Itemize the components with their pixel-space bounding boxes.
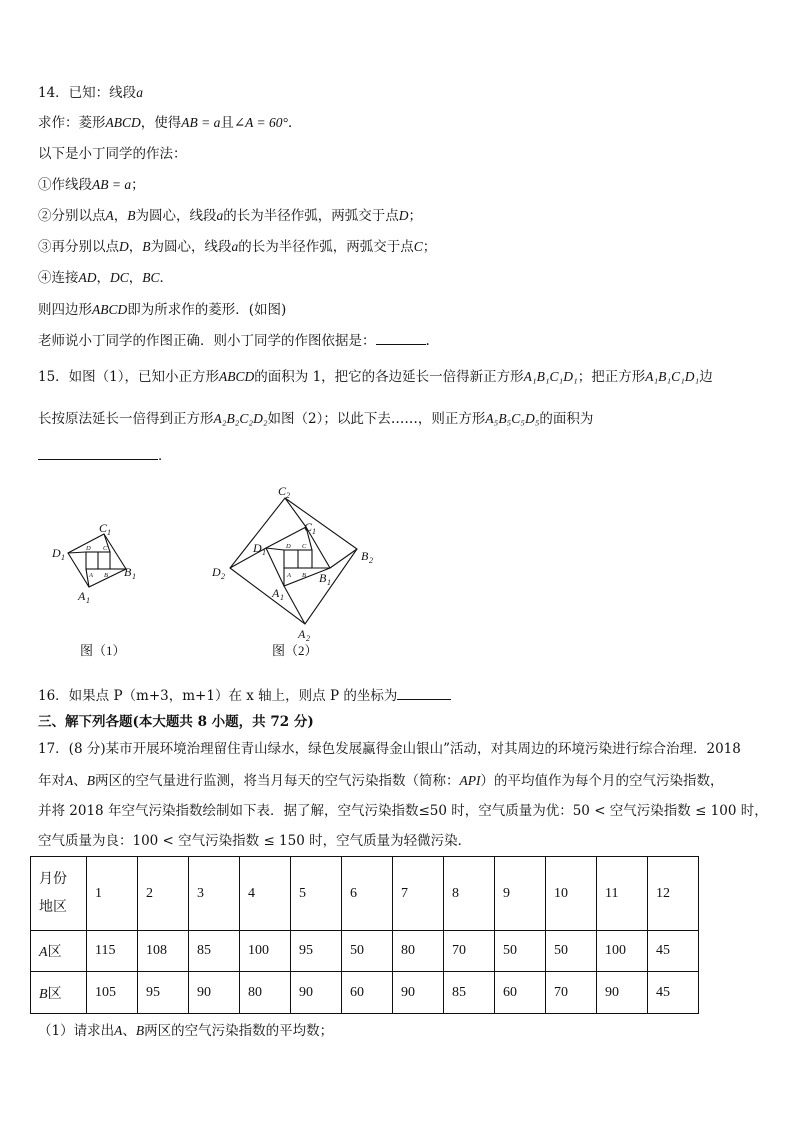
label-d-fig1: D <box>86 545 91 552</box>
value-cell: 85 <box>189 931 240 972</box>
label-c1-fig1: C <box>99 521 108 535</box>
label-b1-sub-fig1: 1 <box>132 572 136 581</box>
value-cell: 90 <box>393 972 444 1014</box>
month-cell: 4 <box>240 857 291 931</box>
figure-1-labels <box>51 521 136 605</box>
q16-line: 16．如果点 P（m+3，m+1）在 x 轴上，则点 P 的坐标为 <box>38 687 451 705</box>
q14-step-3: ③再分别以点D，B为圆心，线段a的长为半径作弧，两弧交于点C； <box>38 239 437 255</box>
label-c1-sub-fig2: 1 <box>312 527 316 536</box>
label-a1-fig2: A <box>272 586 280 600</box>
table-row-b <box>31 972 699 1014</box>
ext-c1-fig2 <box>285 498 306 527</box>
month-cell: 11 <box>597 857 648 931</box>
label-c1-fig2: C <box>304 520 313 534</box>
label-a1-fig1: A <box>78 589 86 603</box>
region-cell-b: B区 <box>31 972 87 1014</box>
value-cell: 95 <box>291 931 342 972</box>
value-cell: 60 <box>495 972 546 1014</box>
label-d1-fig2: D <box>253 541 262 555</box>
value-cell: 70 <box>444 931 495 972</box>
ext-a1-fig2 <box>284 586 305 624</box>
month-cell: 3 <box>189 857 240 931</box>
month-cell: 6 <box>342 857 393 931</box>
label-c1-sub-fig1: 1 <box>107 528 111 537</box>
label-a1-sub-fig1: 1 <box>86 596 90 605</box>
figure-2 <box>230 498 357 624</box>
q17-line-2: 年对A、B两区的空气量进行监测，将当月每天的空气污染指数（简称：API）的平均值作为每个月的空气污染指数， <box>38 773 724 789</box>
label-c2-sub-fig2: 2 <box>286 491 290 500</box>
value-cell: 80 <box>240 972 291 1014</box>
q14-line-3: 以下是小丁同学的作法： <box>38 146 187 162</box>
ext-d-fig2 <box>266 548 284 550</box>
label-b2-sub-fig2: 2 <box>369 556 373 565</box>
label-b-fig1: B <box>104 572 108 579</box>
value-cell: 100 <box>597 931 648 972</box>
label-a-fig1: A <box>89 572 93 579</box>
month-cell: 12 <box>648 857 699 931</box>
label-d2-sub-fig2: 2 <box>221 572 225 581</box>
value-cell: 85 <box>444 972 495 1014</box>
label-d1-fig1: D <box>52 546 61 560</box>
q14-step-1: ①作线段AB = a； <box>38 177 145 193</box>
q14-line-1: 14．已知：线段a <box>38 85 143 101</box>
value-cell: 108 <box>138 931 189 972</box>
value-cell: 105 <box>87 972 138 1014</box>
month-cell: 5 <box>291 857 342 931</box>
section-3-title: 三、解下列各题(本大题共 8 小题，共 72 分) <box>38 714 314 730</box>
region-cell-a: A区 <box>31 931 87 972</box>
value-cell: 50 <box>495 931 546 972</box>
month-cell: 10 <box>546 857 597 931</box>
value-cell: 80 <box>393 931 444 972</box>
label-a2-sub-fig2: 2 <box>306 634 310 643</box>
value-cell: 45 <box>648 972 699 1014</box>
square-a1b1c1d1-fig1 <box>68 534 126 587</box>
q17-sub-1: （1）请求出A、B两区的空气污染指数的平均数； <box>38 1023 334 1039</box>
label-a2-fig2: A <box>298 627 306 641</box>
value-cell: 90 <box>291 972 342 1014</box>
label-b-fig2: B <box>302 572 306 579</box>
q15-line-3: ． <box>38 447 172 465</box>
answer-blank-16 <box>397 687 451 700</box>
q15-line-1: 15．如图（1），已知小正方形ABCD的面积为 1，把它的各边延长一倍得新正方形A₁B₁C₁D₁；把正方形A₁B₁C₁D₁边 <box>38 369 713 385</box>
label-c2-fig2: C <box>278 484 287 498</box>
value-cell: 45 <box>648 931 699 972</box>
value-cell: 90 <box>189 972 240 1014</box>
label-a1-sub-fig2: 1 <box>280 593 284 602</box>
label-c-fig2: C <box>302 543 307 550</box>
figures-svg <box>0 480 794 665</box>
value-cell: 60 <box>342 972 393 1014</box>
value-cell: 115 <box>87 931 138 972</box>
label-a-fig2: A <box>287 572 291 579</box>
q17-line-4: 空气质量为良：100 < 空气污染指数 ≤ 150 时，空气质量为轻微污染． <box>38 833 472 849</box>
month-cell: 1 <box>87 857 138 931</box>
q14-line-2: 求作：菱形ABCD，使得AB = a且∠A = 60°． <box>38 115 302 131</box>
q14-step-2: ②分别以点A，B为圆心，线段a的长为半径作弧，两弧交于点D； <box>38 208 422 224</box>
square-a2b2c2d2-fig2 <box>230 498 357 624</box>
label-c-fig1: C <box>103 545 108 552</box>
table-row-a <box>31 931 699 972</box>
q14-step-4: ④连接AD，DC，BC． <box>38 270 174 286</box>
caption-fig1: 图（1） <box>80 643 126 658</box>
label-b1-fig1: B <box>124 565 132 579</box>
value-cell: 90 <box>597 972 648 1014</box>
q14-line-8: 则四边形ABCD即为所求作的菱形．(如图) <box>38 302 287 318</box>
value-cell: 50 <box>342 931 393 972</box>
q17-line-3: 并将 2018 年空气污染指数绘制如下表．据了解，空气污染指数≤50 时，空气质量为优：50 < 空气污染指数 ≤ 100 时， <box>38 803 768 819</box>
ext-b1-fig2 <box>330 549 357 568</box>
q15-line-2: 长按原法延长一倍得到正方形A₂B₂C₂D₂如图（2）；以此下去……，则正方形A₅B₅C₅D₅的面积为 <box>38 411 594 427</box>
value-cell: 95 <box>138 972 189 1014</box>
month-cell: 2 <box>138 857 189 931</box>
label-d1-sub-fig1: 1 <box>61 553 65 562</box>
figure-1 <box>68 534 126 587</box>
value-cell: 70 <box>546 972 597 1014</box>
q14-line-9: 老师说小丁同学的作图正确．则小丁同学的作图依据是： . <box>38 333 430 349</box>
label-b1-fig2: B <box>319 571 327 585</box>
value-cell: 100 <box>240 931 291 972</box>
pollution-table <box>30 856 699 1014</box>
month-cell: 7 <box>393 857 444 931</box>
label-d2-fig2: D <box>212 565 221 579</box>
month-cell: 9 <box>495 857 546 931</box>
label-b2-fig2: B <box>361 549 369 563</box>
q17-line-1: 17．(8 分)某市开展环境治理留住青山绿水，绿色发展赢得金山银山”活动，对其周边的环境污染进行综合治理．2018 <box>38 741 741 757</box>
caption-fig2: 图（2） <box>272 643 318 658</box>
table-corner-cell: 月份 地区 <box>31 857 87 931</box>
month-cell: 8 <box>444 857 495 931</box>
label-b1-sub-fig2: 1 <box>327 578 331 587</box>
label-d-fig2: D <box>286 543 291 550</box>
answer-blank-14 <box>376 332 426 345</box>
label-d1-sub-fig2: 1 <box>262 548 266 557</box>
table-header-row <box>31 857 699 931</box>
value-cell: 50 <box>546 931 597 972</box>
answer-blank-15 <box>38 447 158 460</box>
